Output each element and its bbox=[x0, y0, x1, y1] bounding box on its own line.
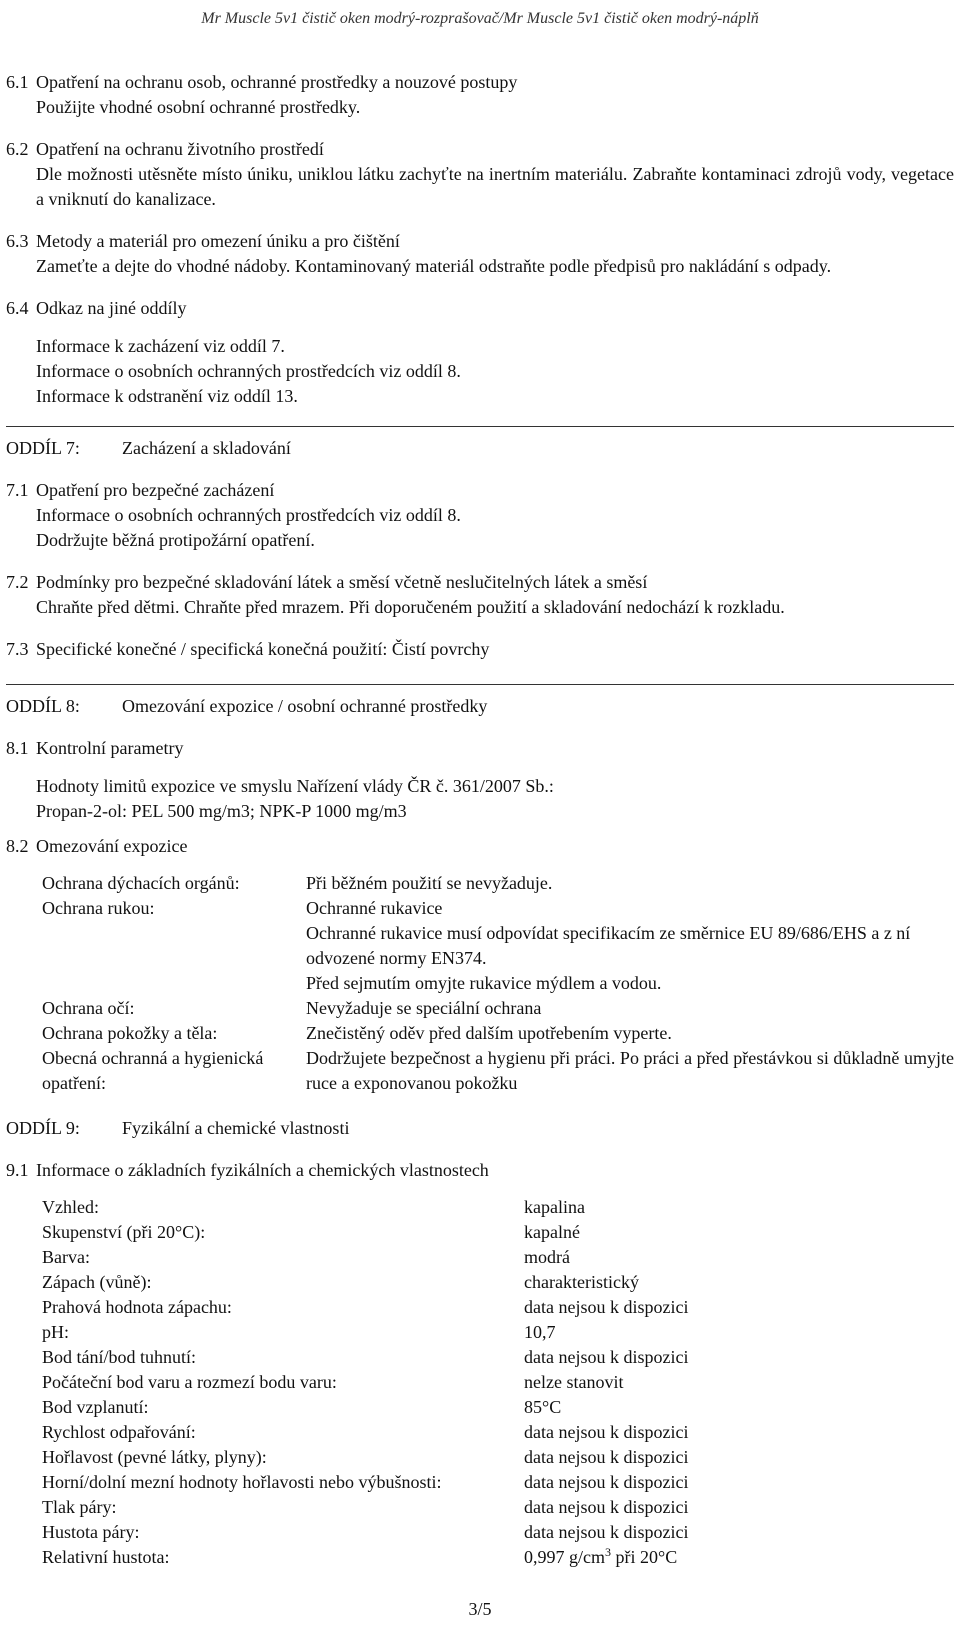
protection-label: Obecná ochranná a hygienická opatření: bbox=[42, 1048, 264, 1093]
document-content bbox=[6, 70, 954, 1570]
property-label: Rychlost odpařování: bbox=[42, 1422, 196, 1442]
property-label: Relativní hustota: bbox=[42, 1547, 170, 1567]
property-row bbox=[42, 1195, 688, 1220]
item-title: Informace o základních fyzikálních a chemických vlastnostech bbox=[36, 1160, 489, 1180]
item-text: Hodnoty limitů expozice ve smyslu Nařízení vlády ČR č. 361/2007 Sb.: bbox=[36, 776, 554, 796]
property-row bbox=[42, 1270, 688, 1295]
item-number: 6.3 bbox=[6, 231, 29, 251]
item-text: Dle možnosti utěsněte místo úniku, uniklou látku zachyťte na inertním materiálu. Zabraňte kontaminaci zdrojů vody, vegetace a vniknutí do kanalizace. bbox=[36, 164, 954, 209]
item-number: 7.1 bbox=[6, 480, 29, 500]
item-number: 7.3 bbox=[6, 639, 29, 659]
cross-reference: Informace o osobních ochranných prostředcích viz oddíl 8. bbox=[36, 361, 461, 381]
property-row bbox=[42, 1370, 688, 1395]
property-value: data nejsou k dispozici bbox=[524, 1522, 689, 1542]
property-value: data nejsou k dispozici bbox=[524, 1347, 689, 1367]
density-value: 0,997 g/cm bbox=[524, 1547, 605, 1567]
item-number: 9.1 bbox=[6, 1160, 29, 1180]
item-text: Zameťte a dejte do vhodné nádoby. Kontaminovaný materiál odstraňte podle předpisů pro nakládání s odpady. bbox=[36, 256, 832, 276]
property-label: pH: bbox=[42, 1322, 69, 1342]
section-9-heading bbox=[6, 1116, 954, 1141]
section-label: ODDÍL 8: bbox=[6, 696, 80, 716]
property-row bbox=[42, 1445, 688, 1470]
section-title: Zacházení a skladování bbox=[122, 438, 291, 458]
density-condition: při 20°C bbox=[611, 1547, 678, 1567]
property-row bbox=[42, 1395, 688, 1420]
property-label: Počáteční bod varu a rozmezí bodu varu: bbox=[42, 1372, 337, 1392]
property-value: data nejsou k dispozici bbox=[524, 1472, 689, 1492]
item-text: Chraňte před dětmi. Chraňte před mrazem. Při doporučeném použití a skladování nedochází k rozkladu. bbox=[36, 597, 785, 617]
property-value bbox=[524, 1545, 688, 1570]
protection-value: Ochranné rukavice musí odpovídat specifikacím ze směrnice EU 89/686/EHS a z ní odvozené normy EN374. bbox=[306, 923, 911, 968]
item-number: 8.2 bbox=[6, 836, 29, 856]
item-title: Odkaz na jiné oddíly bbox=[36, 298, 187, 318]
protection-label: Ochrana očí: bbox=[42, 998, 135, 1018]
protection-row bbox=[6, 996, 954, 1021]
section-title: Omezování expozice / osobní ochranné prostředky bbox=[122, 696, 488, 716]
document-header: Mr Muscle 5v1 čistič oken modrý-rozprašovač/Mr Muscle 5v1 čistič oken modrý-náplň bbox=[201, 10, 759, 27]
property-row bbox=[42, 1470, 688, 1495]
item-title: Opatření na ochranu životního prostředí bbox=[36, 139, 324, 159]
property-row bbox=[42, 1320, 688, 1345]
item-text: Použijte vhodné osobní ochranné prostředky. bbox=[36, 97, 361, 117]
property-row bbox=[42, 1495, 688, 1520]
item-title: Metody a materiál pro omezení úniku a pro čištění bbox=[36, 231, 400, 251]
item-title: Opatření pro bezpečné zacházení bbox=[36, 480, 275, 500]
property-label: Barva: bbox=[42, 1247, 90, 1267]
property-row bbox=[42, 1295, 688, 1320]
protection-row bbox=[6, 896, 954, 996]
cross-reference: Informace k zacházení viz oddíl 7. bbox=[36, 336, 285, 356]
property-label: Horní/dolní mezní hodnoty hořlavosti nebo výbušnosti: bbox=[42, 1472, 442, 1492]
item-title: Kontrolní parametry bbox=[36, 738, 184, 758]
protection-row bbox=[6, 1021, 954, 1046]
property-label: Zápach (vůně): bbox=[42, 1272, 152, 1292]
item-number: 6.1 bbox=[6, 72, 29, 92]
item-7-1 bbox=[6, 478, 954, 553]
property-label: Vzhled: bbox=[42, 1197, 99, 1217]
item-title: Podmínky pro bezpečné skladování látek a směsí včetně neslučitelných látek a směsí bbox=[36, 572, 648, 592]
property-value: modrá bbox=[524, 1247, 570, 1267]
item-title: Opatření na ochranu osob, ochranné prostředky a nouzové postupy bbox=[36, 72, 518, 92]
item-text: Informace o osobních ochranných prostředcích viz oddíl 8. bbox=[36, 505, 461, 525]
property-value: data nejsou k dispozici bbox=[524, 1447, 689, 1467]
property-label: Bod vzplanutí: bbox=[42, 1397, 149, 1417]
property-row bbox=[42, 1520, 688, 1545]
protection-value: Před sejmutím omyjte rukavice mýdlem a vodou. bbox=[306, 973, 662, 993]
property-label: Skupenství (při 20°C): bbox=[42, 1222, 206, 1242]
page-number: 3/5 bbox=[468, 1599, 492, 1619]
density-exponent: 3 bbox=[605, 1545, 611, 1559]
cross-reference: Informace k odstranění viz oddíl 13. bbox=[36, 386, 298, 406]
property-label: Bod tání/bod tuhnutí: bbox=[42, 1347, 197, 1367]
protection-value: Nevyžaduje se speciální ochrana bbox=[306, 998, 542, 1018]
protection-label: Ochrana rukou: bbox=[42, 898, 155, 918]
item-number: 7.2 bbox=[6, 572, 29, 592]
item-number: 6.4 bbox=[6, 298, 29, 318]
property-label: Prahová hodnota zápachu: bbox=[42, 1297, 232, 1317]
property-value: data nejsou k dispozici bbox=[524, 1297, 689, 1317]
property-value: data nejsou k dispozici bbox=[524, 1422, 689, 1442]
item-9-1 bbox=[6, 1158, 954, 1183]
property-row bbox=[42, 1420, 688, 1445]
protection-value: Dodržujete bezpečnost a hygienu při práci. Po práci a před přestávkou si důkladně umyjte ruce a exponovanou pokožku bbox=[306, 1048, 954, 1093]
protection-row bbox=[6, 871, 954, 896]
item-title: Omezování expozice bbox=[36, 836, 188, 856]
property-value: kapalina bbox=[524, 1197, 585, 1217]
section-title: Fyzikální a chemické vlastnosti bbox=[122, 1118, 350, 1138]
property-row bbox=[42, 1545, 688, 1570]
properties-table bbox=[42, 1195, 688, 1570]
item-number: 8.1 bbox=[6, 738, 29, 758]
item-number: 6.2 bbox=[6, 139, 29, 159]
protection-value: Znečistěný oděv před dalším upotřebením vyperte. bbox=[306, 1023, 672, 1043]
protection-table bbox=[6, 871, 954, 1096]
item-text: Dodržujte běžná protipožární opatření. bbox=[36, 530, 315, 550]
item-6-1 bbox=[6, 70, 954, 120]
item-7-2 bbox=[6, 570, 954, 620]
item-6-2 bbox=[6, 137, 954, 212]
property-row bbox=[42, 1245, 688, 1270]
property-label: Tlak páry: bbox=[42, 1497, 117, 1517]
item-text: Propan-2-ol: PEL 500 mg/m3; NPK-P 1000 mg/m3 bbox=[36, 801, 407, 821]
section-label: ODDÍL 7: bbox=[6, 438, 80, 458]
item-7-3 bbox=[6, 637, 954, 662]
property-value: 85°C bbox=[524, 1397, 562, 1417]
protection-label: Ochrana pokožky a těla: bbox=[42, 1023, 218, 1043]
property-value: data nejsou k dispozici bbox=[524, 1497, 689, 1517]
protection-value: Ochranné rukavice bbox=[306, 898, 443, 918]
property-row bbox=[42, 1345, 688, 1370]
protection-label: Ochrana dýchacích orgánů: bbox=[42, 873, 240, 893]
property-value: 10,7 bbox=[524, 1322, 556, 1342]
property-row bbox=[42, 1220, 688, 1245]
protection-row bbox=[6, 1046, 954, 1096]
item-6-4 bbox=[6, 296, 954, 409]
property-value: kapalné bbox=[524, 1222, 580, 1242]
item-title: Specifické konečné / specifická konečná použití: Čistí povrchy bbox=[36, 639, 490, 659]
property-value: charakteristický bbox=[524, 1272, 639, 1292]
item-8-1 bbox=[6, 736, 954, 824]
section-7-heading bbox=[6, 426, 954, 461]
item-6-3 bbox=[6, 229, 954, 279]
property-label: Hořlavost (pevné látky, plyny): bbox=[42, 1447, 267, 1467]
item-8-2 bbox=[6, 834, 954, 859]
section-label: ODDÍL 9: bbox=[6, 1118, 80, 1138]
property-value: nelze stanovit bbox=[524, 1372, 624, 1392]
section-8-heading bbox=[6, 684, 954, 719]
property-label: Hustota páry: bbox=[42, 1522, 140, 1542]
protection-value: Při běžném použití se nevyžaduje. bbox=[306, 873, 553, 893]
